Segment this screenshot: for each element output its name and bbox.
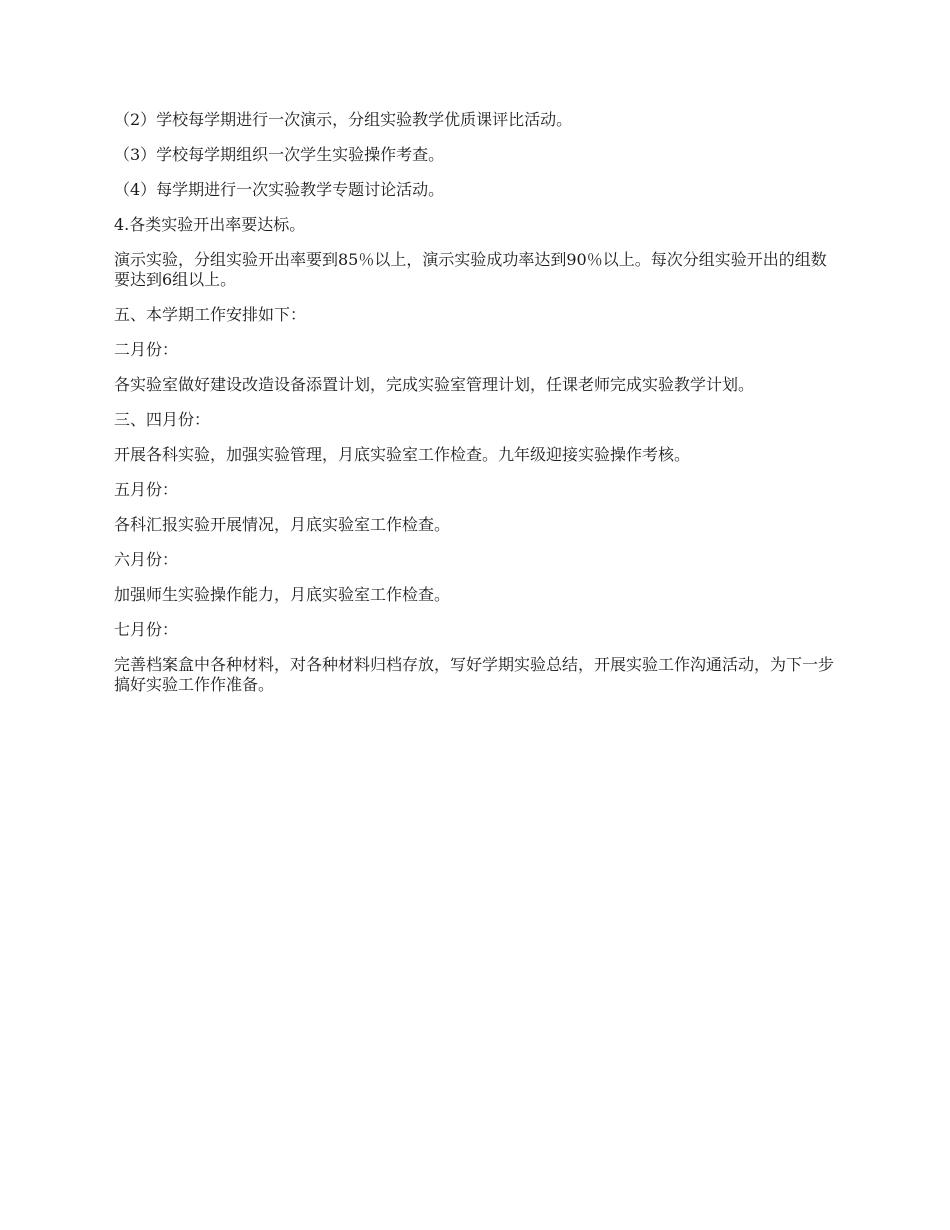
month-heading-mar-apr: 三、四月份： [114,410,211,429]
paragraph-item-3: （3）学校每学期组织一次学生实验操作考查。 [114,145,445,164]
document-body [114,110,842,710]
paragraph-feb: 各实验室做好建设改造设备添置计划，完成实验室管理计划，任课老师完成实验教学计划。 [114,375,755,394]
paragraph-jul: 完善档案盒中各种材料，对各种材料归档存放，写好学期实验总结，开展实验工作沟通活动，为下一步搞好实验工作作准备。 [114,655,835,694]
month-heading-may: 五月份： [114,480,179,499]
paragraph-mar-apr: 开展各科实验，加强实验管理，月底实验室工作检查。九年级迎接实验操作考核。 [114,445,691,464]
month-heading-feb: 二月份： [114,340,179,359]
paragraph-item-2: （2）学校每学期进行一次演示，分组实验教学优质课评比活动。 [114,110,573,129]
paragraph-may: 各科汇报实验开展情况，月底实验室工作检查。 [114,515,451,534]
section-heading-4: 4.各类实验开出率要达标。 [114,215,306,234]
paragraph-experiment-rate: 演示实验，分组实验开出率要到85％以上，演示实验成功率达到90％以上。每次分组实验开出的组数要达到6组以上。 [114,250,827,289]
paragraph-item-4: （4）每学期进行一次实验教学专题讨论活动。 [114,180,445,199]
paragraph-jun: 加强师生实验操作能力，月底实验室工作检查。 [114,585,451,604]
month-heading-jun: 六月份： [114,550,179,569]
section-heading-5: 五、本学期工作安排如下： [114,305,307,324]
month-heading-jul: 七月份： [114,620,179,639]
